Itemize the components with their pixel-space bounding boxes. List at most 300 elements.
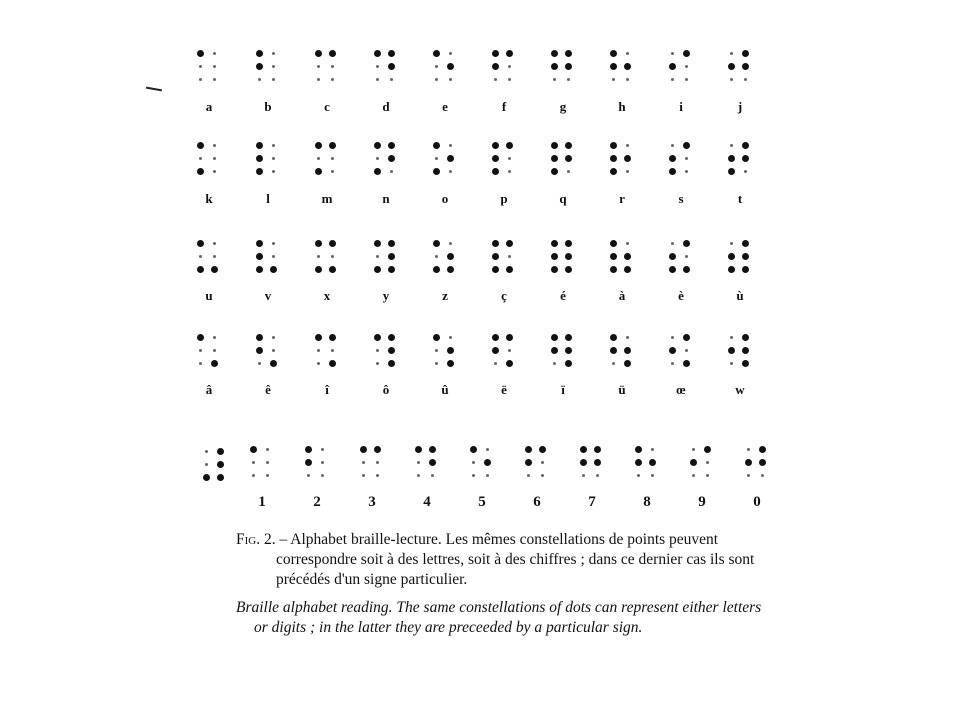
braille-dot [217, 461, 224, 468]
braille-dot [433, 50, 440, 57]
braille-dot [329, 240, 336, 247]
braille-dot [565, 253, 572, 260]
braille-letter-label: ô [382, 382, 390, 397]
braille-dot [759, 459, 766, 466]
braille-dot-empty [671, 52, 674, 55]
braille-dot [447, 253, 454, 260]
braille-dot [635, 459, 642, 466]
braille-dot [728, 253, 735, 260]
braille-dot-empty [553, 362, 556, 365]
braille-dot-empty [266, 474, 269, 477]
braille-letter-label: c [324, 99, 330, 114]
braille-letter-label: m [321, 191, 333, 206]
braille-dot [624, 347, 631, 354]
braille-dot [683, 50, 690, 57]
braille-dot [203, 474, 210, 481]
braille-dot [315, 142, 322, 149]
braille-dot-empty [431, 474, 434, 477]
braille-dot [669, 347, 676, 354]
braille-dot-empty [321, 448, 324, 451]
braille-dot [374, 50, 381, 57]
braille-dot [429, 459, 436, 466]
braille-dot-empty [435, 362, 438, 365]
braille-cell [669, 50, 693, 86]
braille-dot-empty [685, 65, 688, 68]
braille-dot-empty [706, 461, 709, 464]
braille-dot-empty [213, 144, 216, 147]
braille-cell [374, 334, 398, 370]
braille-dot-empty [317, 157, 320, 160]
braille-dot [270, 360, 277, 367]
braille-dot-empty [252, 461, 255, 464]
braille-digit-cell [690, 446, 714, 482]
braille-dot [742, 360, 749, 367]
braille-letter-label: ç [501, 288, 507, 303]
braille-dot-empty [685, 170, 688, 173]
braille-dot [256, 253, 263, 260]
braille-dot-empty [199, 65, 202, 68]
braille-dot [506, 360, 513, 367]
braille-dot [565, 360, 572, 367]
braille-dot [683, 142, 690, 149]
braille-cell [492, 334, 516, 370]
braille-dot-empty [417, 461, 420, 464]
braille-dot-empty [612, 362, 615, 365]
braille-dot [669, 168, 676, 175]
braille-dot [728, 266, 735, 273]
braille-dot [415, 446, 422, 453]
braille-dot [728, 63, 735, 70]
braille-dot-empty [671, 144, 674, 147]
braille-dot [742, 155, 749, 162]
braille-digit-cell [470, 446, 494, 482]
caption-french [236, 530, 776, 590]
braille-dot-empty [376, 255, 379, 258]
braille-dot-empty [486, 448, 489, 451]
braille-dot-empty [685, 157, 688, 160]
braille-cell [728, 240, 752, 276]
braille-dot [742, 142, 749, 149]
braille-dot [492, 240, 499, 247]
braille-digit-cell [635, 446, 659, 482]
braille-letter-label: a [205, 99, 213, 114]
braille-letter-label: ù [736, 288, 744, 303]
braille-dot-empty [730, 362, 733, 365]
braille-dot-empty [266, 461, 269, 464]
braille-dot-empty [626, 52, 629, 55]
braille-dot-empty [331, 78, 334, 81]
braille-dot-empty [730, 144, 733, 147]
braille-cell [492, 50, 516, 86]
braille-dot [525, 446, 532, 453]
braille-dot [492, 334, 499, 341]
braille-dot-empty [612, 78, 615, 81]
braille-dot [484, 459, 491, 466]
braille-dot [565, 347, 572, 354]
braille-dot [742, 266, 749, 273]
braille-dot [594, 446, 601, 453]
braille-dot [610, 253, 617, 260]
braille-dot [256, 266, 263, 273]
braille-letter-label: n [382, 191, 390, 206]
braille-digit-cell [305, 446, 329, 482]
braille-dot [388, 347, 395, 354]
braille-digit-cell [525, 446, 549, 482]
braille-dot-empty [472, 474, 475, 477]
braille-dot-empty [376, 78, 379, 81]
braille-dot-empty [494, 78, 497, 81]
braille-dot-empty [213, 255, 216, 258]
braille-dot [492, 347, 499, 354]
braille-dot [470, 446, 477, 453]
braille-dot-empty [449, 144, 452, 147]
braille-dot [433, 142, 440, 149]
braille-dot-empty [417, 474, 420, 477]
braille-dot-empty [258, 362, 261, 365]
braille-digit-label: 5 [478, 494, 486, 510]
braille-dot [610, 142, 617, 149]
braille-dot [388, 50, 395, 57]
braille-dot-empty [685, 349, 688, 352]
braille-dot [360, 446, 367, 453]
braille-dot [649, 459, 656, 466]
braille-dot [433, 240, 440, 247]
braille-dot [374, 334, 381, 341]
braille-digit-cell [580, 446, 604, 482]
braille-dot-empty [692, 474, 695, 477]
braille-dot-empty [199, 255, 202, 258]
braille-dot [388, 240, 395, 247]
braille-dot [374, 266, 381, 273]
braille-letter-label: g [559, 99, 567, 114]
braille-cell [610, 334, 634, 370]
braille-letter-label: û [441, 382, 449, 397]
braille-dot-empty [744, 78, 747, 81]
braille-dot-empty [362, 461, 365, 464]
braille-dot-empty [671, 78, 674, 81]
braille-dot [429, 446, 436, 453]
braille-cell [433, 334, 457, 370]
braille-cell [374, 142, 398, 178]
braille-cell [315, 142, 339, 178]
braille-dot [624, 266, 631, 273]
braille-dot-empty [317, 255, 320, 258]
braille-cell [551, 50, 575, 86]
braille-dot [728, 168, 735, 175]
braille-dot [329, 50, 336, 57]
braille-dot [742, 253, 749, 260]
braille-dot-empty [486, 474, 489, 477]
braille-dot-empty [205, 450, 208, 453]
braille-dot [329, 334, 336, 341]
braille-dot [506, 142, 513, 149]
braille-dot [565, 155, 572, 162]
braille-dot [506, 266, 513, 273]
braille-dot-empty [651, 474, 654, 477]
braille-dot-empty [761, 474, 764, 477]
braille-letter-label: î [325, 382, 329, 397]
braille-dot-empty [362, 474, 365, 477]
braille-dot-empty [508, 78, 511, 81]
braille-dot [610, 266, 617, 273]
braille-dot [315, 168, 322, 175]
braille-dot-empty [449, 52, 452, 55]
braille-dot-empty [317, 78, 320, 81]
braille-digit-cell [415, 446, 439, 482]
braille-letter-label: s [678, 191, 684, 206]
braille-dot-empty [449, 336, 452, 339]
braille-cell [492, 142, 516, 178]
braille-dot [250, 446, 257, 453]
braille-dot [447, 347, 454, 354]
braille-cell [728, 50, 752, 86]
braille-letter-label: e [442, 99, 448, 114]
braille-dot [374, 446, 381, 453]
braille-dot [388, 63, 395, 70]
braille-dot [742, 240, 749, 247]
braille-dot [669, 266, 676, 273]
braille-dot [610, 63, 617, 70]
braille-dot [742, 50, 749, 57]
braille-dot [315, 334, 322, 341]
braille-dot [197, 168, 204, 175]
braille-dot [580, 459, 587, 466]
braille-letter-label: t [737, 191, 743, 206]
braille-dot-empty [553, 78, 556, 81]
braille-dot [610, 50, 617, 57]
braille-dot-empty [390, 170, 393, 173]
braille-dot-empty [213, 242, 216, 245]
braille-dot [610, 334, 617, 341]
braille-dot [197, 266, 204, 273]
braille-dot [669, 253, 676, 260]
braille-cell [256, 334, 280, 370]
braille-dot-empty [258, 78, 261, 81]
braille-dot-empty [685, 255, 688, 258]
braille-dot-empty [199, 78, 202, 81]
braille-cell [433, 240, 457, 276]
braille-dot [315, 240, 322, 247]
braille-dot-empty [272, 349, 275, 352]
braille-dot [388, 142, 395, 149]
braille-dot-empty [376, 65, 379, 68]
braille-dot [374, 168, 381, 175]
braille-dot [315, 266, 322, 273]
braille-dot [492, 168, 499, 175]
braille-dot-empty [317, 349, 320, 352]
braille-dot [506, 334, 513, 341]
braille-dot-empty [508, 157, 511, 160]
braille-dot-empty [626, 336, 629, 339]
braille-dot-empty [213, 349, 216, 352]
braille-dot-empty [747, 474, 750, 477]
braille-dot-empty [747, 448, 750, 451]
braille-dot-empty [213, 170, 216, 173]
braille-dot-empty [272, 144, 275, 147]
braille-dot-empty [213, 336, 216, 339]
braille-cell [669, 240, 693, 276]
braille-dot-empty [272, 78, 275, 81]
braille-dot [669, 155, 676, 162]
braille-dot [305, 446, 312, 453]
braille-cell [315, 334, 339, 370]
braille-dot-empty [671, 242, 674, 245]
braille-digit-label: 2 [313, 494, 321, 510]
braille-dot [610, 155, 617, 162]
braille-letter-label: à [618, 288, 626, 303]
braille-dot [492, 63, 499, 70]
braille-dot-empty [567, 78, 570, 81]
braille-dot [565, 63, 572, 70]
braille-dot [329, 360, 336, 367]
braille-dot-empty [272, 336, 275, 339]
braille-letter-label: ê [265, 382, 271, 397]
braille-dot [624, 63, 631, 70]
braille-dot [565, 142, 572, 149]
braille-dot-empty [321, 461, 324, 464]
braille-dot-empty [449, 170, 452, 173]
braille-cell [728, 142, 752, 178]
braille-dot-empty [213, 78, 216, 81]
braille-letter-label: ï [561, 382, 565, 397]
braille-dot [728, 347, 735, 354]
braille-dot [329, 266, 336, 273]
braille-dot [492, 266, 499, 273]
braille-dot-empty [508, 65, 511, 68]
braille-dot [594, 459, 601, 466]
braille-dot-empty [567, 170, 570, 173]
braille-dot [742, 334, 749, 341]
braille-digit-label: 8 [643, 494, 651, 510]
stray-mark [146, 87, 162, 92]
braille-dot [683, 266, 690, 273]
braille-letter-label: ü [618, 382, 626, 397]
braille-cell [256, 240, 280, 276]
braille-dot [256, 155, 263, 162]
braille-digit-cell [360, 446, 384, 482]
braille-dot [197, 142, 204, 149]
braille-dot-empty [527, 474, 530, 477]
braille-dot-empty [596, 474, 599, 477]
braille-cell [374, 50, 398, 86]
braille-dot [742, 347, 749, 354]
braille-dot-empty [435, 78, 438, 81]
braille-dot [374, 142, 381, 149]
braille-dot-empty [541, 461, 544, 464]
braille-dot [211, 266, 218, 273]
braille-dot-empty [376, 157, 379, 160]
braille-dot [374, 240, 381, 247]
braille-dot [492, 155, 499, 162]
braille-dot [433, 168, 440, 175]
braille-dot [551, 334, 558, 341]
braille-dot [551, 63, 558, 70]
caption-french-text: Alphabet braille-lecture. Les mêmes constellations de points peuvent correspondre soit à des lettres, soit à des chiffres ; dans ce dernier cas ils sont précédés d'un signe particulier. [276, 531, 755, 588]
braille-dot [197, 240, 204, 247]
caption-english: Braille alphabet reading. The same constellations of dots can represent either letters or digits ; in the latter they are preceeded by a particular sign. [236, 599, 762, 636]
braille-letter-label: i [679, 99, 683, 114]
braille-letter-label: z [442, 288, 448, 303]
braille-dot-empty [272, 170, 275, 173]
braille-cell [610, 240, 634, 276]
figure-caption [236, 530, 776, 638]
braille-dot-empty [435, 255, 438, 258]
braille-dot [433, 266, 440, 273]
braille-dot [217, 474, 224, 481]
braille-dot-empty [331, 170, 334, 173]
braille-dot [610, 168, 617, 175]
braille-dot-empty [317, 362, 320, 365]
number-sign-cell [203, 448, 227, 484]
braille-letter-label: œ [676, 382, 686, 397]
braille-digit-label: 7 [588, 494, 596, 510]
braille-dot-empty [730, 52, 733, 55]
braille-dot [329, 142, 336, 149]
braille-dot [624, 253, 631, 260]
braille-dot [610, 347, 617, 354]
braille-dot [635, 446, 642, 453]
braille-dot [551, 155, 558, 162]
braille-dot [270, 266, 277, 273]
braille-dot [256, 334, 263, 341]
braille-cell [551, 240, 575, 276]
braille-digit-label: 0 [753, 494, 761, 510]
braille-dot-empty [582, 474, 585, 477]
braille-letter-label: h [618, 99, 626, 114]
braille-dot-empty [626, 78, 629, 81]
braille-letter-label: â [205, 382, 213, 397]
braille-letter-label: y [382, 288, 390, 303]
braille-dot-empty [435, 157, 438, 160]
braille-cell [315, 240, 339, 276]
braille-dot-empty [508, 349, 511, 352]
braille-dot-empty [331, 157, 334, 160]
braille-cell [374, 240, 398, 276]
braille-dot [690, 459, 697, 466]
braille-cell [551, 142, 575, 178]
braille-digit-label: 6 [533, 494, 541, 510]
braille-dot [506, 240, 513, 247]
braille-dot [683, 240, 690, 247]
braille-dot-empty [213, 65, 216, 68]
braille-dot [742, 63, 749, 70]
braille-dot-empty [685, 78, 688, 81]
braille-dot-empty [266, 448, 269, 451]
braille-letter-label: j [737, 99, 743, 114]
braille-letter-label: w [735, 382, 745, 397]
braille-dot-empty [272, 157, 275, 160]
braille-dot-empty [494, 362, 497, 365]
braille-letter-label: l [266, 191, 270, 206]
braille-dot [551, 266, 558, 273]
braille-cell [610, 50, 634, 86]
braille-letter-label: v [264, 288, 272, 303]
braille-dot [256, 168, 263, 175]
braille-dot [492, 50, 499, 57]
braille-dot [759, 446, 766, 453]
braille-dot [551, 142, 558, 149]
braille-digit-cell [250, 446, 274, 482]
braille-cell [256, 142, 280, 178]
braille-cell [433, 142, 457, 178]
braille-dot-empty [449, 242, 452, 245]
braille-cell [197, 50, 221, 86]
braille-cell [197, 142, 221, 178]
braille-dot-empty [730, 242, 733, 245]
braille-dot [256, 50, 263, 57]
braille-dot [551, 168, 558, 175]
braille-dot [525, 459, 532, 466]
